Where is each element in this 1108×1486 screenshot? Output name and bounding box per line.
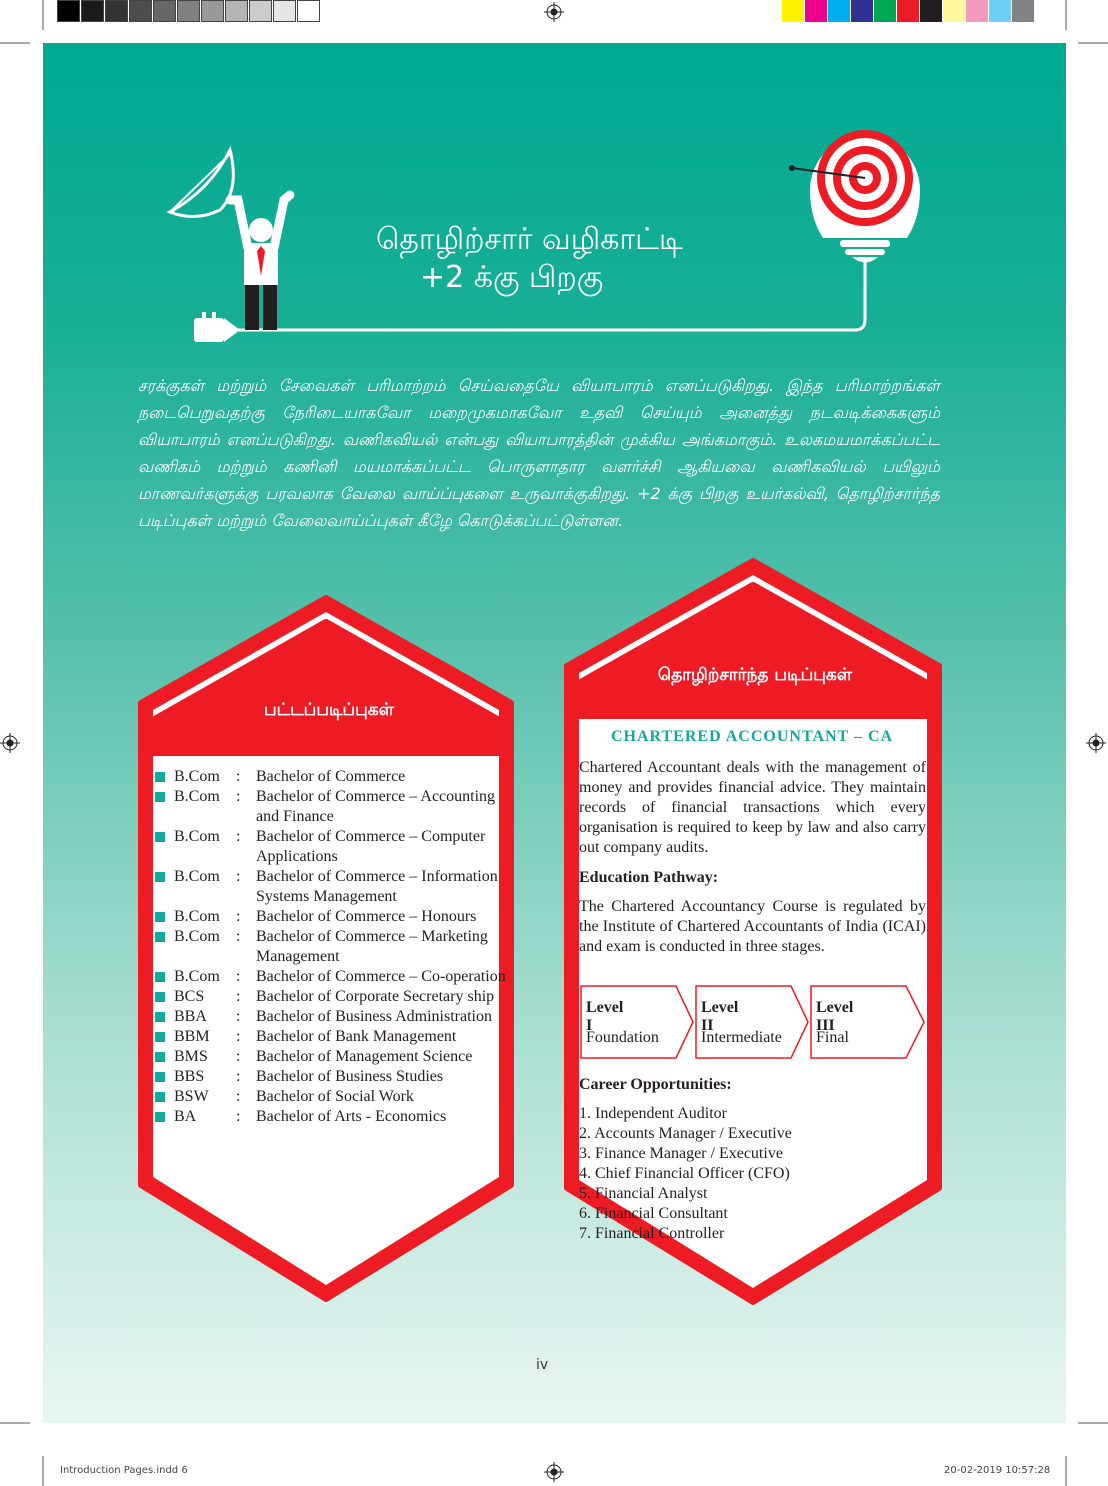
page-subtitle: +2 க்கு பிறகு xyxy=(420,260,604,295)
colon-separator: : xyxy=(236,928,241,945)
career-item: 1. Independent Auditor xyxy=(579,1105,727,1122)
level-title: Level I xyxy=(586,999,624,1034)
degree-item xyxy=(155,767,515,787)
colon-separator: : xyxy=(236,768,241,785)
degree-code: B.Com xyxy=(174,828,220,845)
career-item: 3. Finance Manager / Executive xyxy=(579,1145,783,1162)
square-bullet-icon xyxy=(155,792,165,802)
degree-name: Bachelor of Commerce xyxy=(256,768,406,785)
degree-item xyxy=(155,1087,515,1107)
registration-mark-right-icon xyxy=(1086,733,1106,753)
career-list xyxy=(579,1104,792,1244)
page-number: iv xyxy=(536,1357,549,1373)
plug-icon xyxy=(194,312,240,342)
degree-name: Bachelor of Commerce – Accounting and Finance xyxy=(256,788,496,825)
square-bullet-icon xyxy=(155,1052,165,1062)
square-bullet-icon xyxy=(155,972,165,982)
registration-mark-left-icon xyxy=(0,733,20,753)
degree-item xyxy=(155,967,515,987)
level-title: Level III xyxy=(816,999,854,1034)
degree-name: Bachelor of Commerce – Co-operation xyxy=(256,968,506,985)
degree-code: BMS xyxy=(174,1048,208,1065)
square-bullet-icon xyxy=(155,1032,165,1042)
degree-code: BCS xyxy=(174,988,205,1005)
degree-name: Bachelor of Arts - Economics xyxy=(256,1108,447,1125)
career-item: 6. Financial Consultant xyxy=(579,1205,728,1222)
degree-name: Bachelor of Management Science xyxy=(256,1048,473,1065)
colon-separator: : xyxy=(236,1108,241,1125)
level-stage: Intermediate xyxy=(701,1029,782,1046)
colon-separator: : xyxy=(236,908,241,925)
businessman-archer-icon xyxy=(170,150,290,330)
career-item: 5. Financial Analyst xyxy=(579,1185,708,1202)
degree-list xyxy=(155,767,515,1127)
degree-section-header: பட்டப்படிப்புகள் xyxy=(263,700,395,720)
square-bullet-icon xyxy=(155,992,165,1002)
degree-name: Bachelor of Commerce – Honours xyxy=(256,908,477,925)
intro-paragraph: சரக்குகள் மற்றும் சேவைகள் பரிமாற்றம் செய்வதையே வியாபாரம் எனப்படுகிறது. இந்த பரிமாற்றங்கள் நடைபெறுவதற்கு நேரிடையாகவோ மறைமுகமாகவோ உதவி செய்யும் அனைத்து நடவடிக்கைகளும் வியாபாரம் எனப்படுகிறது. வணிகவியல் என்பது வியாபாரத்தின் முக்கிய அங்கமாகும். உலகமயமாக்கப்பட்ட வணிகம் மற்றும் கணினி மயமாக்கப்பட்ட பொருளாதார வளர்ச்சி ஆகியவை வணிகவியல் பயிலும் மாணவர்களுக்கு பரவலாக வேலை வாய்ப்புகளை உருவாக்குகிறது. +2 க்கு பிறகு உயர்கல்வி, தொழிற்சார்ந்த படிப்புகள் மற்றும் வேலைவாய்ப்புகள் கீழே கொடுக்கப்பட்டுள்ளன. xyxy=(138,376,940,530)
square-bullet-icon xyxy=(155,1012,165,1022)
degree-code: BBS xyxy=(174,1068,205,1085)
degree-code: BSW xyxy=(174,1088,209,1105)
square-bullet-icon xyxy=(155,912,165,922)
square-bullet-icon xyxy=(155,772,165,782)
square-bullet-icon xyxy=(155,1092,165,1102)
degree-item xyxy=(155,927,515,967)
footer-file-name: Introduction Pages.indd 6 xyxy=(60,1465,188,1476)
colon-separator: : xyxy=(236,1068,241,1085)
degree-code: B.Com xyxy=(174,968,220,985)
degree-item xyxy=(155,1007,515,1027)
colon-separator: : xyxy=(236,788,241,805)
degree-item xyxy=(155,907,515,927)
degree-name: Bachelor of Corporate Secretary ship xyxy=(256,988,495,1005)
degree-name: Bachelor of Business Administration xyxy=(256,1008,492,1025)
course-description: Chartered Accountant deals with the management of money and provides financial advice. They maintain records of financial transactions which every organisation is required to keep by law and also carry out company audits. xyxy=(579,759,926,856)
degree-name: Bachelor of Business Studies xyxy=(256,1068,444,1085)
degree-code: BA xyxy=(174,1108,197,1125)
degree-item xyxy=(155,827,515,867)
square-bullet-icon xyxy=(155,832,165,842)
degree-item xyxy=(155,1067,515,1087)
degree-name: Bachelor of Commerce – Computer Applications xyxy=(256,828,486,865)
square-bullet-icon xyxy=(155,1072,165,1082)
pathway-text: The Chartered Accountancy Course is regulated by the Institute of Chartered Accountants of India (ICAI) and exam is conducted in three stages. xyxy=(579,898,926,955)
degree-name: Bachelor of Bank Management xyxy=(256,1028,457,1045)
colon-separator: : xyxy=(236,1008,241,1025)
professional-section-header: தொழிற்சார்ந்த படிப்புகள் xyxy=(657,665,853,685)
degree-item xyxy=(155,787,515,827)
degree-code: B.Com xyxy=(174,908,220,925)
degree-item xyxy=(155,1047,515,1067)
colon-separator: : xyxy=(236,868,241,885)
square-bullet-icon xyxy=(155,1112,165,1122)
colon-separator: : xyxy=(236,828,241,845)
career-item: 7. Financial Controller xyxy=(579,1225,725,1242)
degree-code: BBA xyxy=(174,1008,207,1025)
colon-separator: : xyxy=(236,1048,241,1065)
degree-name: Bachelor of Commerce – Marketing Management xyxy=(256,928,488,965)
pathway-heading: Education Pathway: xyxy=(579,869,719,886)
degree-code: B.Com xyxy=(174,928,220,945)
footer-timestamp: 20-02-2019 10:57:28 xyxy=(944,1465,1051,1476)
degree-item xyxy=(155,1027,515,1047)
colon-separator: : xyxy=(236,1028,241,1045)
career-heading: Career Opportunities: xyxy=(579,1076,732,1093)
level-stage: Foundation xyxy=(586,1029,659,1046)
square-bullet-icon xyxy=(155,872,165,882)
career-item: 4. Chief Financial Officer (CFO) xyxy=(579,1165,790,1182)
degree-item xyxy=(155,1107,515,1127)
degree-item xyxy=(155,987,515,1007)
career-item: 2. Accounts Manager / Executive xyxy=(579,1125,792,1142)
degree-code: B.Com xyxy=(174,788,220,805)
level-title: Level II xyxy=(701,999,739,1034)
degree-name: Bachelor of Commerce – Information Systems Management xyxy=(256,868,498,905)
degree-code: BBM xyxy=(174,1028,210,1045)
registration-mark-bottom-icon xyxy=(544,1462,564,1482)
course-title: CHARTERED ACCOUNTANT – CA xyxy=(610,728,894,745)
degree-item xyxy=(155,867,515,907)
square-bullet-icon xyxy=(155,932,165,942)
degree-code: B.Com xyxy=(174,768,220,785)
degree-name: Bachelor of Social Work xyxy=(256,1088,414,1105)
level-stage: Final xyxy=(816,1029,849,1046)
colon-separator: : xyxy=(236,988,241,1005)
page-title: தொழிற்சார் வழிகாட்டி xyxy=(376,222,683,257)
registration-mark-top-icon xyxy=(544,2,564,22)
colon-separator: : xyxy=(236,1088,241,1105)
lightbulb-target-icon xyxy=(789,130,920,263)
colon-separator: : xyxy=(236,968,241,985)
degree-code: B.Com xyxy=(174,868,220,885)
